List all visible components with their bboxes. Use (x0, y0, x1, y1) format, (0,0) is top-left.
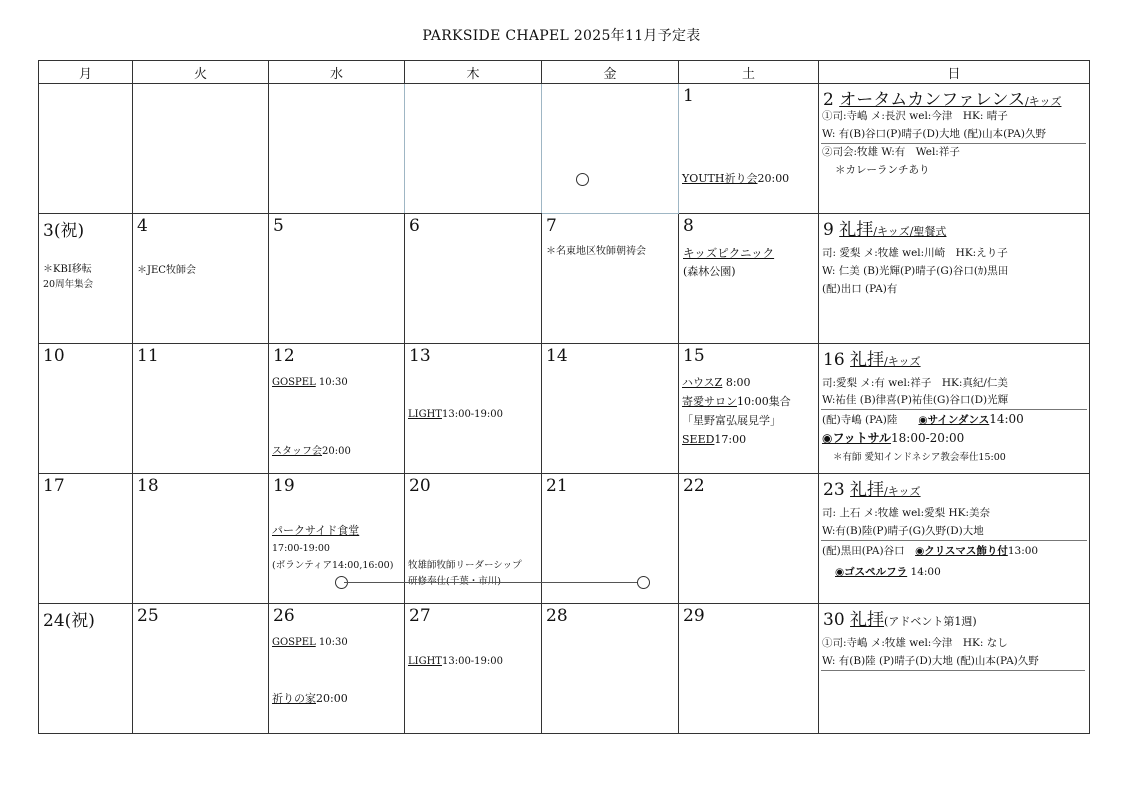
service-detail-line: W:祐佳 (B)律喜(P)祐佳(G)谷口(D)光輝 (822, 394, 1009, 406)
event-youth-prayer: YOUTH祈り会20:00 (682, 172, 790, 185)
weekday-sun: 日 (819, 61, 1090, 84)
service-note: ＊カレーランチあり (835, 164, 930, 176)
service-note: ＊有師 愛知インドネシア教会奉仕15:00 (833, 452, 1006, 463)
day-cell-9[interactable] (819, 214, 1090, 344)
circle-marker (576, 173, 589, 186)
day-cell-18[interactable] (133, 474, 269, 604)
event-note: ＊JEC牧師会 (137, 265, 196, 276)
week-row-4 (39, 474, 1090, 604)
day-cell-6[interactable] (405, 214, 542, 344)
week-row-2 (39, 214, 1090, 344)
service-detail-line: ①司:寺嶋 メ:長沢 wel:今津 HK: 晴子 (822, 110, 1008, 122)
event-note: ＊名東地区牧師朝祷会 (546, 246, 646, 257)
day-number: 22 (683, 476, 705, 496)
day-cell-15[interactable] (679, 344, 819, 474)
weekday-wed: 水 (269, 61, 405, 84)
day-number: 10 (43, 346, 65, 366)
day-number: 11 (137, 346, 159, 366)
day-cell-11[interactable] (133, 344, 269, 474)
day-number: 12 (273, 346, 295, 366)
weekday-sat: 土 (679, 61, 819, 84)
event-salon: 寄愛サロン10:00集合 (682, 395, 791, 408)
sunday-heading: 23 礼拝/キッズ (823, 480, 921, 500)
day-cell-22[interactable] (679, 474, 819, 604)
day-cell-17[interactable] (39, 474, 133, 604)
event-note: 「星野富弘展見学」 (682, 414, 781, 427)
event-kids-picnic: キッズピクニック (683, 246, 775, 260)
day-number: 26 (273, 606, 295, 626)
event-gospel: GOSPEL 10:30 (272, 637, 348, 648)
service-detail-line: ①司:寺嶋 メ:牧雄 wel:今津 HK: なし (822, 637, 1008, 649)
event-note: 17:00-19:00 (272, 543, 330, 554)
day-number: 7 (546, 216, 557, 236)
empty-cell (542, 84, 679, 214)
service-detail-line: W:有(B)陸(P)晴子(G)久野(D)大地 (822, 525, 984, 537)
day-cell-23[interactable] (819, 474, 1090, 604)
day-cell-4[interactable] (133, 214, 269, 344)
day-number: 1 (683, 86, 694, 106)
day-number: 13 (409, 346, 431, 366)
day-number: 18 (137, 476, 159, 496)
day-number: 8 (683, 216, 694, 236)
service-detail-line: ②司会:牧雄 W:有 Wel:祥子 (822, 146, 960, 158)
weekday-mon: 月 (39, 61, 133, 84)
day-number: 17 (43, 476, 65, 496)
divider (821, 540, 1087, 541)
event-seed: SEED17:00 (682, 433, 747, 446)
day-number: 20 (409, 476, 431, 496)
weekday-header-row (39, 61, 1090, 84)
weekday-fri: 金 (542, 61, 679, 84)
day-cell-21[interactable] (542, 474, 679, 604)
event-note: 20周年集会 (43, 279, 94, 290)
day-number: 5 (273, 216, 284, 236)
day-cell-2[interactable] (819, 84, 1090, 214)
event-prayer-house: 祈りの家20:00 (272, 692, 348, 705)
day-cell-30[interactable] (819, 604, 1090, 734)
service-detail-line: 司: 愛梨 メ:牧雄 wel:川崎 HK:えり子 (822, 247, 1008, 259)
day-number: 29 (683, 606, 705, 626)
day-cell-3[interactable] (39, 214, 133, 344)
day-number: 21 (546, 476, 568, 496)
day-cell-8[interactable] (679, 214, 819, 344)
day-cell-20[interactable] (405, 474, 542, 604)
day-number: 14 (546, 346, 568, 366)
sunday-heading: 2 オータムカンファレンス/キッズ (823, 90, 1062, 110)
empty-cell (133, 84, 269, 214)
weekday-thu: 木 (405, 61, 542, 84)
day-cell-13[interactable] (405, 344, 542, 474)
sunday-heading: 30 礼拝(アドベント第1週) (823, 610, 977, 630)
empty-cell (405, 84, 542, 214)
event-note: (ボランティア14:00,16:00) (272, 560, 394, 571)
service-detail-line: (配)黒田(PA)谷口 ◉クリスマス飾り付13:00 (822, 545, 1039, 557)
day-cell-28[interactable] (542, 604, 679, 734)
event-note: ＊KBI移転 (43, 264, 92, 275)
service-detail-line: W: 有(B)陸 (P)晴子(D)大地 (配)山本(PA)久野 (822, 655, 1039, 667)
week-row-1 (39, 84, 1090, 214)
service-detail-line: (配)寺嶋 (PA)陸 ◉サインダンス14:00 (822, 412, 1024, 426)
day-number: 3(祝) (43, 221, 85, 241)
divider (821, 143, 1086, 144)
event-leadership-training: 牧雄師牧師リーダーシップ (408, 560, 522, 571)
event-light: LIGHT13:00-19:00 (408, 656, 503, 667)
day-cell-1[interactable] (679, 84, 819, 214)
day-cell-16[interactable] (819, 344, 1090, 474)
day-cell-14[interactable] (542, 344, 679, 474)
event-staff-meeting: スタッフ会20:00 (272, 446, 351, 457)
day-number: 28 (546, 606, 568, 626)
divider (821, 670, 1085, 671)
service-detail-line: 司:愛梨 メ:有 wel:祥子 HK:真紀/仁美 (822, 377, 1008, 389)
day-cell-25[interactable] (133, 604, 269, 734)
event-parkside-diner: パークサイド食堂 (272, 524, 360, 537)
day-number: 6 (409, 216, 420, 236)
event-futsal: ◉フットサル18:00-20:00 (822, 431, 965, 445)
event-light: LIGHT13:00-19:00 (408, 409, 503, 420)
day-cell-12[interactable] (269, 344, 405, 474)
day-cell-27[interactable] (405, 604, 542, 734)
day-number: 27 (409, 606, 431, 626)
event-note: (森林公園) (683, 265, 736, 278)
day-cell-5[interactable] (269, 214, 405, 344)
day-cell-7[interactable] (542, 214, 679, 344)
day-number: 25 (137, 606, 159, 626)
empty-cell (39, 84, 133, 214)
day-number: 4 (137, 216, 148, 236)
event-gospel-hula: ◉ゴスペルフラ 14:00 (835, 566, 941, 578)
service-detail-line: (配)出口 (PA)有 (822, 283, 898, 295)
day-cell-19[interactable] (269, 474, 405, 604)
event-house-z: ハウスZ 8:00 (682, 376, 751, 389)
range-end-marker (637, 576, 650, 589)
day-cell-24[interactable] (39, 604, 133, 734)
day-number: 15 (683, 346, 705, 366)
sunday-heading: 16 礼拝/キッズ (823, 350, 921, 370)
divider (821, 409, 1087, 410)
empty-cell (269, 84, 405, 214)
page-title: PARKSIDE CHAPEL 2025年11月予定表 (422, 28, 701, 44)
week-row-3 (39, 344, 1090, 474)
day-cell-26[interactable] (269, 604, 405, 734)
event-note: 研修奉仕(千葉・市川) (408, 576, 501, 587)
service-detail-line: W: 有(B)谷口(P)晴子(D)大地 (配)山本(PA)久野 (822, 128, 1046, 140)
day-number: 19 (273, 476, 295, 496)
calendar-table (38, 60, 1090, 734)
day-number: 24(祝) (43, 611, 95, 631)
week-row-5 (39, 604, 1090, 734)
service-detail-line: W: 仁美 (B)光輝(P)晴子(G)谷口(ｶ)黒田 (822, 265, 1009, 277)
day-cell-10[interactable] (39, 344, 133, 474)
day-cell-29[interactable] (679, 604, 819, 734)
event-gospel: GOSPEL 10:30 (272, 377, 348, 388)
sunday-heading: 9 礼拝/キッズ/聖餐式 (823, 220, 947, 240)
service-detail-line: 司: 上石 メ:牧雄 wel:愛梨 HK:美奈 (822, 507, 991, 519)
weekday-tue: 火 (133, 61, 269, 84)
